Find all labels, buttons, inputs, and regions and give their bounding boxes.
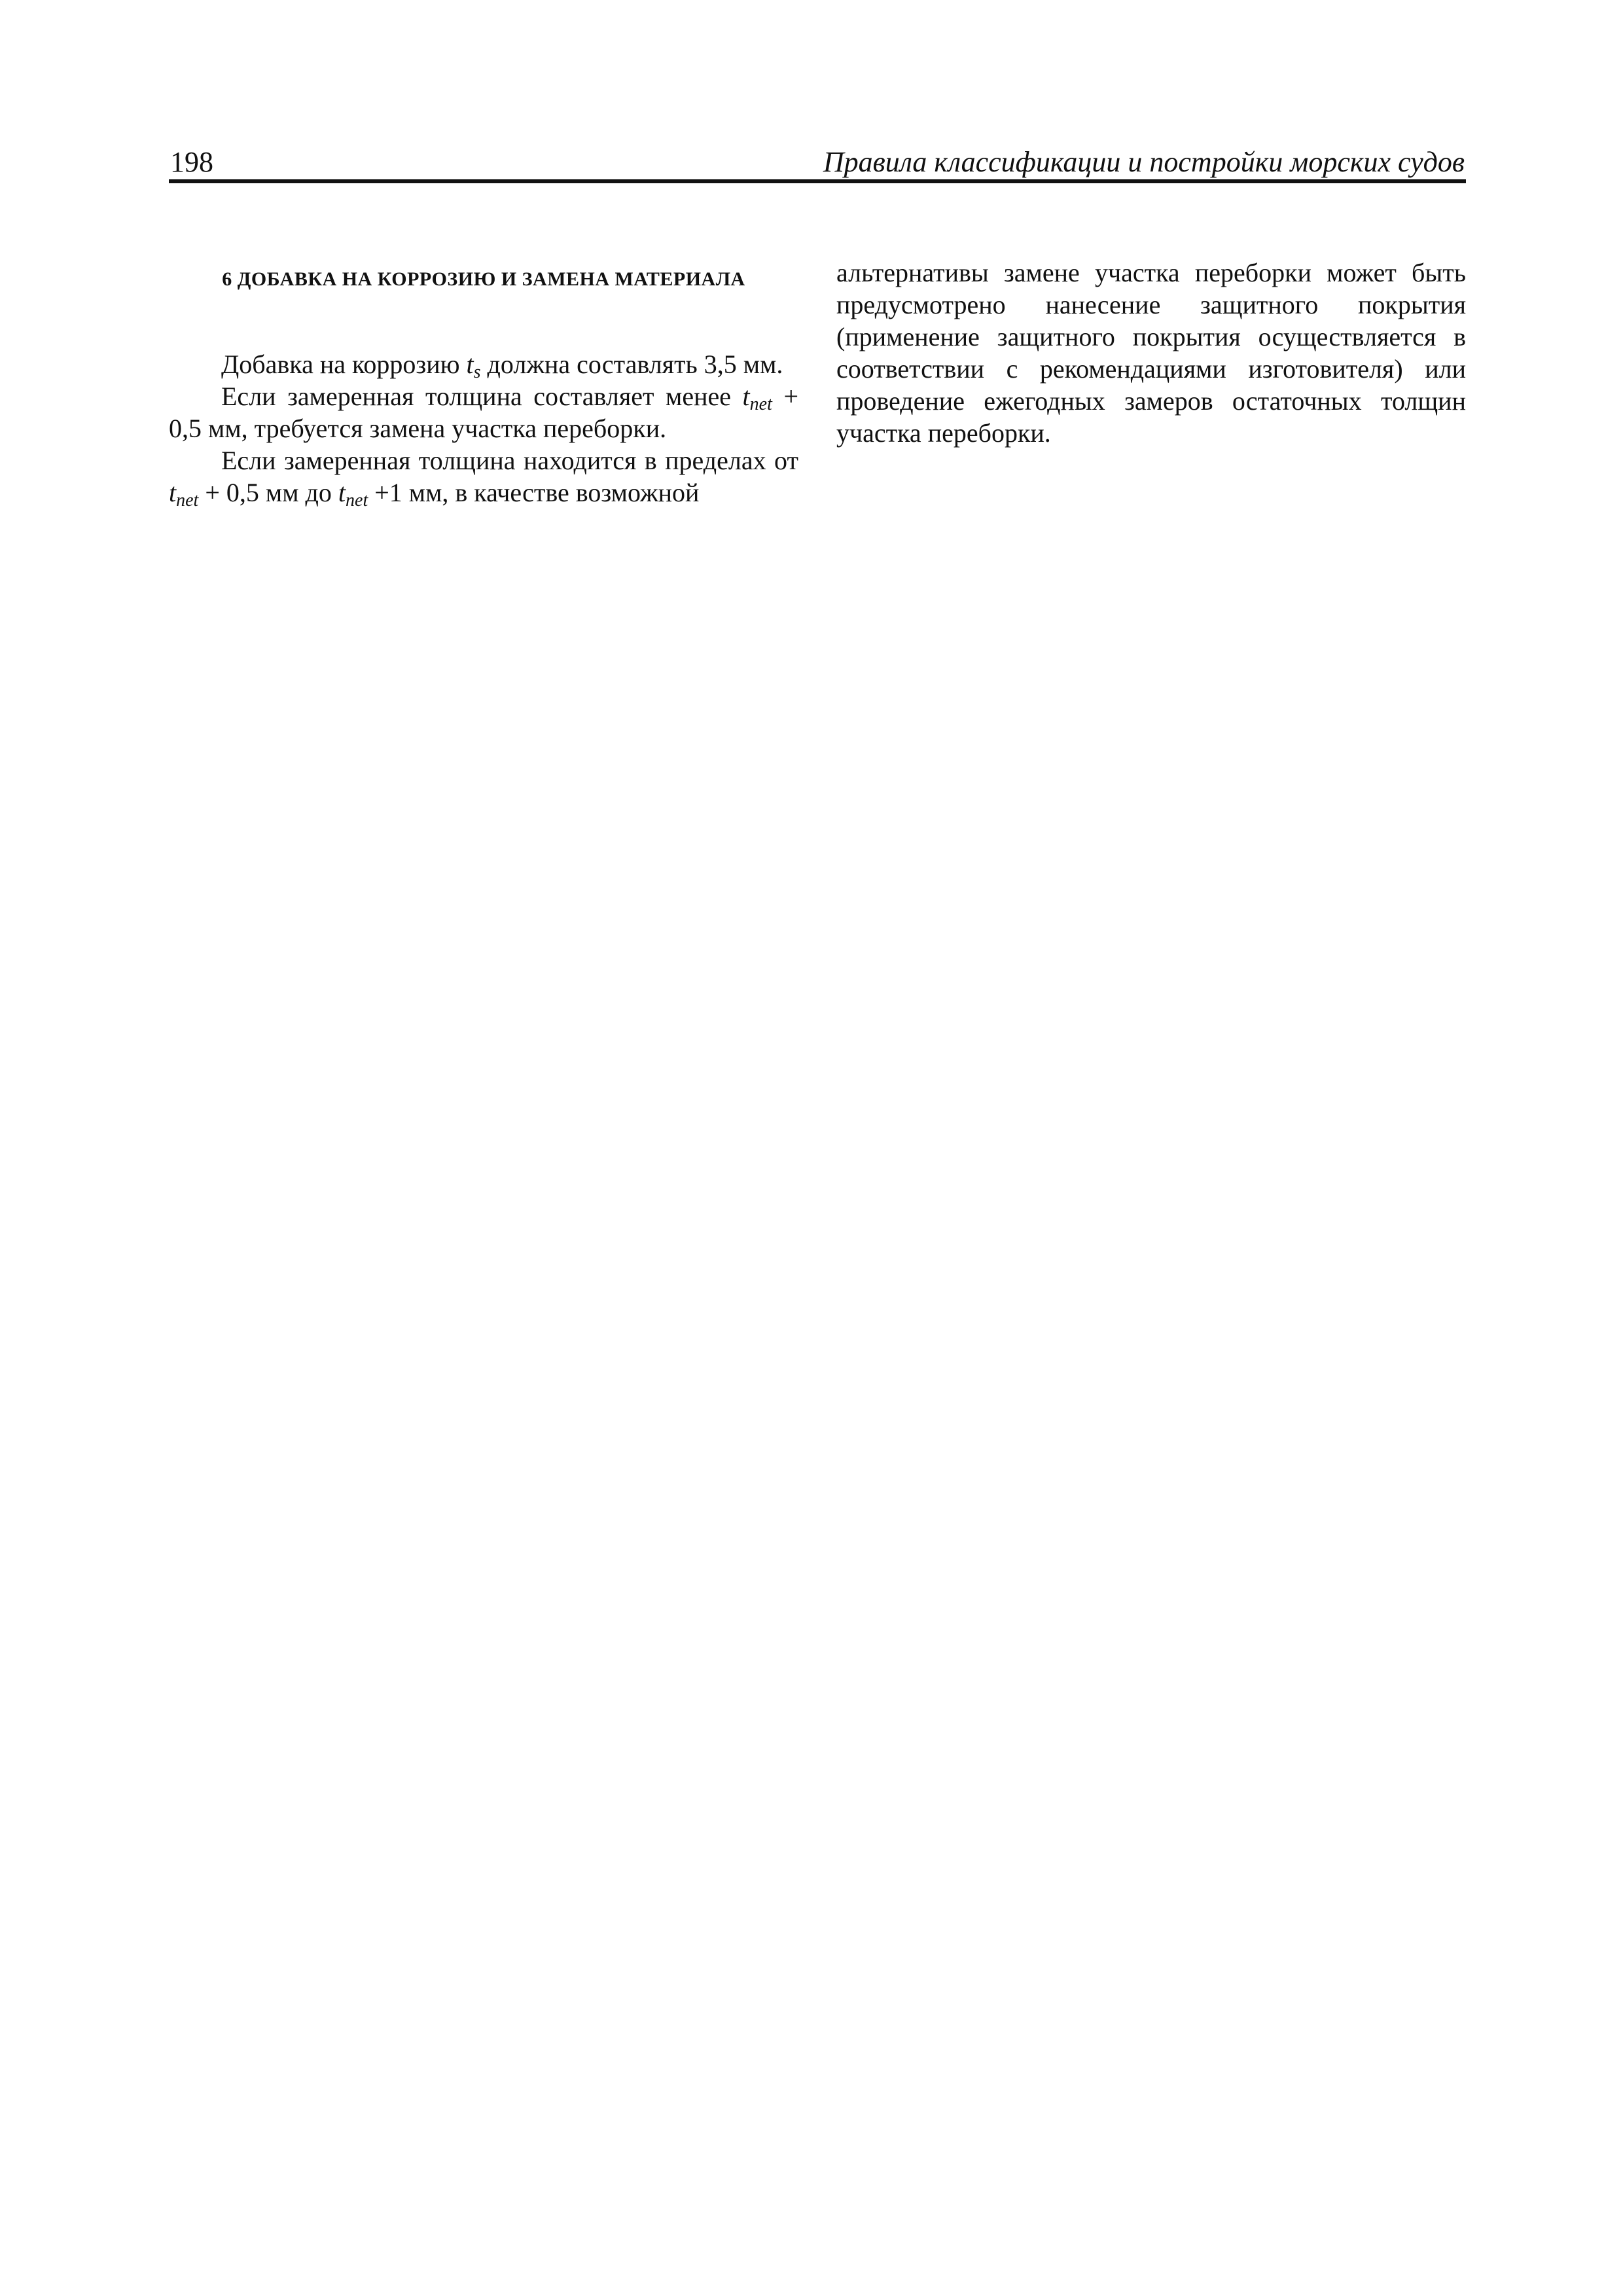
formula-variable: t — [466, 350, 474, 379]
text-run: + 0,5 мм до — [198, 478, 338, 507]
formula-variable: t — [742, 382, 750, 411]
formula-variable: t — [338, 478, 346, 507]
paragraph-replacement-required — [169, 380, 798, 444]
left-column — [169, 257, 798, 509]
formula-subscript: net — [749, 394, 772, 414]
text-run: Если замеренная толщина находится в пределах от — [221, 446, 798, 475]
text-run: должна составлять 3,5 мм. — [480, 350, 783, 379]
formula-subscript: s — [473, 362, 481, 382]
formula-variable: t — [169, 478, 177, 507]
text-run: Добавка на коррозию — [221, 350, 467, 379]
text-run: Если замеренная толщина составляет менее — [221, 382, 743, 411]
formula-subscript: net — [176, 490, 199, 511]
paragraph-corrosion-addition — [169, 348, 798, 380]
text-run: + 0,5 мм, требуется замена участка переборки. — [169, 382, 798, 443]
right-column — [836, 257, 1466, 449]
paragraph-continuation: альтернативы замене участка переборки может быть предусмотрено нанесение защитного покрытия (применение защитного покрытия осуществляется в соответствии с рекомендациями изготовителя) или проведение ежегодных замеров остаточных толщин участка переборки. — [836, 258, 1466, 448]
page-header — [169, 139, 1466, 183]
text-run: +1 мм, в качестве возможной — [368, 478, 700, 507]
formula-subscript: net — [346, 490, 368, 511]
running-title: Правила классификации и постройки морских судов — [823, 146, 1465, 178]
paragraph-thickness-range — [169, 444, 798, 509]
page-number: 198 — [170, 146, 213, 178]
section-heading: 6 ДОБАВКА НА КОРРОЗИЮ И ЗАМЕНА МАТЕРИАЛА — [222, 268, 745, 290]
